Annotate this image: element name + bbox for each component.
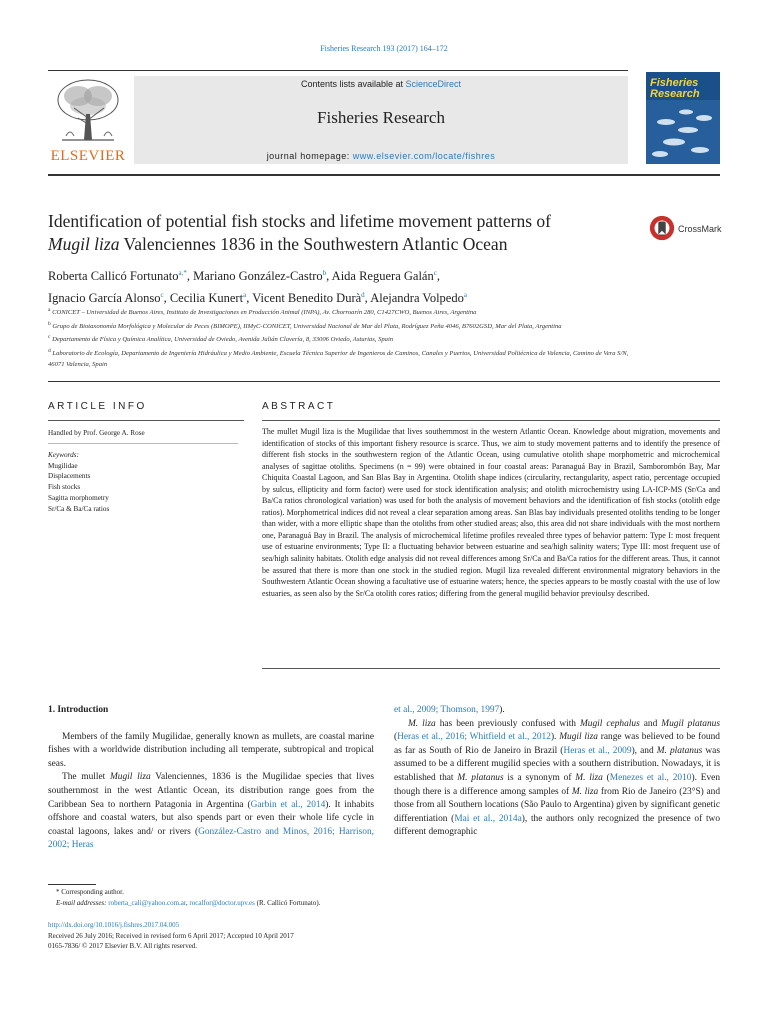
author[interactable]: Aida Reguera Galán$^c$ <box>331 269 437 284</box>
body-left-column <box>48 704 374 853</box>
header-rule <box>48 70 628 71</box>
doi-link[interactable]: http://dx.doi.org/10.1016/j.fishres.2017.04.005 <box>48 921 180 929</box>
reference-link[interactable]: Garbin et al., 2014 <box>250 799 326 810</box>
cover-fish-illustration <box>646 72 720 164</box>
author[interactable]: Ignacio García Alonso$^c$ <box>48 291 164 306</box>
section-rule <box>48 381 720 382</box>
introduction-heading: 1. Introduction <box>48 705 109 715</box>
author[interactable]: Roberta Callicó Fortunato$^{a,*}$ <box>48 269 187 284</box>
author[interactable]: Cecilia Kunert$^a$ <box>169 291 247 306</box>
crossmark-label[interactable]: CrossMark <box>678 224 722 234</box>
article-info-rule <box>48 420 244 421</box>
email-link[interactable]: roberta_cali@yahoo.com.ar <box>108 898 186 907</box>
journal-cover-image <box>646 72 720 164</box>
keyword: Displacements <box>48 472 91 481</box>
abstract-text: The mullet Mugil liza is the Mugilidae that lives southernmost in the western Atlantic Ocean. Knowledge about migration, movements and identification of stocks of this important fishery resource is scarce. Thus, we aim to study movement patterns and to identify the presence of different fish stocks in the southwestern region of the Atlantic Ocean, using cumulative otolith shape morphometric and microchemical analyses of sagittae otoliths. Specimens (n = 99) were obtained in four coastal areas: Paranaguá Bay in Brazil, Samborombón Bay, Mar Chiquita Coastal Lagoon, and San Blas Bay in Argentina. Otolith shape indices (circularity, rectangularity, aspect ratio, percentage occupied by sulcus, ellipticity and form factor) were used for stock identification analysis; and otolith microchemistry using LA-ICP-MS (Sr/Ca and Ba/Ca ratios chronological variation) was used for both the analysis of movement behaviors and the identification of fish stocks (otolith edge ratios). Morphometrical indices did not reveal a clear separation among areas. San Blas bay individuals presented otoliths tending to be longer than wider, with a more elliptic shape than the otoliths from other studied areas; also, this area did not share individuals with the most northern one, Paranaguá Bay in Brazil. The analysis of microchemical lifetime profiles revealed three types of behavior pattern: Type I: most frequent use of estuarine environments; Type II: a fluctuating behavior between estuarine and sea/high salinity waters; Type III: most frequent use of sea/high salinity habitats. Otolith edge analysis did not reveal differences among Sr/Ca and Ba/Ca ratios for the different areas. Thus, it cannot be assured that there is more than one stock in the studied region. Mugil liza revealed different environmental migratory behaviors in the Southwestern Atlantic Ocean showing a facultative use of estuarine waters; hence, the species appears to be mostly coastal with the use of low estuaries, as seen also by the Sr/Ca otolith cores ratios; differing from the general mugilid behavior previoulsy described. <box>262 427 720 598</box>
reference-link[interactable]: González-Castro and Minos, 2016; Harrison, 2002; Heras <box>48 826 375 851</box>
paragraph: M. liza has been previously confused with Mugil cephalus and Mugil platanus (Heras et al., 2016; Whitfield et al., 2012). Mugil liza range was believed to be found as far as South of Rio de Janeiro in Brazil (Heras et al., 2009), and M. platanus was assumed to be a different mugilid species with a southern distribution. Nowadays, it is established that M. platanus is a synonym of M. liza (Menezes et al., 2010). Even though there is a difference among samples of M. liza from Rio de Janeiro (23°S) and those from all Southern locations (São Paulo to Argentina) given by significant genetic differentiation (Mai et al., 2014a), the authors only recognized the presence of two different demographic <box>394 718 721 838</box>
abstract-bottom-rule <box>262 668 720 669</box>
article-info <box>48 428 244 515</box>
article-info-heading: ARTICLE INFO <box>48 401 147 412</box>
paragraph: The mullet Mugil liza Valenciennes, 1836 is the Mugilidae species that lives southernmost in the west Atlantic Ocean, its distribution range goes from the Caribbean Sea to northern Patagonia in Argentina (Garbin et al., 2014). It inhabits offshore and coastal waters, but also spends part or even their whole life cycle in coastal lagoons, lakes and/ or rivers (González-Castro and Minos, 2016; Harrison, 2002; Heras <box>48 772 375 851</box>
corresponding-label: * Corresponding author. <box>56 888 124 896</box>
corresponding-author-note <box>56 887 696 908</box>
contents-line <box>134 79 628 89</box>
reference-link[interactable]: Heras et al., 2009 <box>563 745 632 756</box>
cover-title: Fisheries Research <box>650 77 700 100</box>
author[interactable]: Vicent Benedito Durà$^d$ <box>252 291 365 306</box>
affiliation: $^b$ Grupo de Biotaxonomía Morfológica y Molecular de Peces (BIMOPE), IIMyC-CONICET, Universidad Nacional de Mar del Plata, Rodríguez Peña 4046, B7602GSD, Mar del Plata, Argentina <box>48 320 562 330</box>
contents-prefix: Contents lists available at <box>300 79 406 89</box>
reference-link[interactable]: Menezes et al., 2010 <box>609 772 692 783</box>
author[interactable]: Mariano González-Castro$^b$ <box>193 269 327 284</box>
footnote-rule <box>48 884 96 885</box>
paragraph: et al., 2009; Thomson, 1997). <box>394 705 505 715</box>
affiliation: $^a$ CONICET – Universidad de Buenos Aires, Instituto de Investigaciones en Producción Animal (INPA), Av. Chorroarín 280, C1427CWO, Buenos Aires, Argentina <box>48 307 477 317</box>
keyword: Sagitta morphometry <box>48 493 109 502</box>
publication-info <box>48 920 688 952</box>
author-list: Roberta Callicó Fortunato$^{a,*}$, Mariano González-Castro$^b$, Aida Reguera Galán$^c$, Ignacio García Alonso$^c$, Cecilia Kunert$^a$, Vicent Benedito Durà$^d$, Alejandra Volpedo$^a$ <box>48 269 467 306</box>
email-link[interactable]: rocalfor@doctor.upv.es <box>189 898 255 907</box>
email-line: E-mail addresses: roberta_cali@yahoo.com.ar, rocalfor@doctor.upv.es (R. Callicó Fortunato). <box>56 898 321 907</box>
body-right-column <box>394 704 720 840</box>
author[interactable]: Alejandra Volpedo$^a$ <box>370 291 467 306</box>
keyword: Mugilidae <box>48 461 78 470</box>
paragraph: Members of the family Mugilidae, generally known as mullets, are coastal marine fishes with a worldwide distribution including all temperate, subtropical and tropical seas. <box>48 731 374 769</box>
title-line-1: Identification of potential fish stocks and lifetime movement patterns of <box>48 211 551 231</box>
journal-name: Fisheries Research <box>317 108 445 127</box>
abstract-rule <box>262 420 720 421</box>
journal-citation[interactable]: Fisheries Research 193 (2017) 164–172 <box>320 44 448 53</box>
reference-link[interactable]: Mai et al., 2014a <box>454 813 522 824</box>
keywords-label: Keywords: <box>48 450 79 459</box>
title-species: Mugil liza <box>48 234 120 254</box>
keyword: Fish stocks <box>48 483 81 492</box>
received-dates: Received 26 July 2016; Received in revised form 6 April 2017; Accepted 10 April 2017 <box>48 931 294 940</box>
abstract-heading: ABSTRACT <box>262 401 336 412</box>
journal-homepage <box>134 151 628 161</box>
affiliation: $^c$ Departamento de Física y Química Analítica, Universidad de Oviedo, Avenida Julián Clavería, 8, 33006 Oviedo, Asturias, Spain <box>48 334 394 344</box>
sciencedirect-link[interactable]: ScienceDirect <box>405 79 462 89</box>
affiliation: $^d$ Laboratorio de Ecología, Departamento de Ingeniería Hidráulica y Medio Ambiente, Escuela Técnica Superior de Ingenieros de Caminos, Canales y Puertos, Universidad Politécnica de Valencia, Camino de Vera S/N, 46071 Valencia, Spain <box>48 348 629 368</box>
copyright: 0165-7836/ © 2017 Elsevier B.V. All rights reserved. <box>48 942 198 950</box>
reference-link[interactable]: Heras et al., 2016; Whitfield et al., 2012 <box>397 732 551 743</box>
title-line-2: Valenciennes 1836 in the Southwestern Atlantic Ocean <box>119 234 508 254</box>
elsevier-wordmark: ELSEVIER <box>50 148 126 164</box>
header-bottom-rule <box>48 174 720 176</box>
keyword: Sr/Ca & Ba/Ca ratios <box>48 504 110 513</box>
article-title <box>48 210 628 256</box>
affiliations <box>48 305 638 370</box>
crossmark-icon[interactable] <box>648 213 676 243</box>
homepage-prefix: journal homepage: <box>266 151 353 161</box>
homepage-link[interactable]: www.elsevier.com/locate/fishres <box>352 151 496 161</box>
handled-by: Handled by Prof. George A. Rose <box>48 429 145 437</box>
reference-link[interactable]: et al., 2009; Thomson, 1997 <box>394 705 500 715</box>
